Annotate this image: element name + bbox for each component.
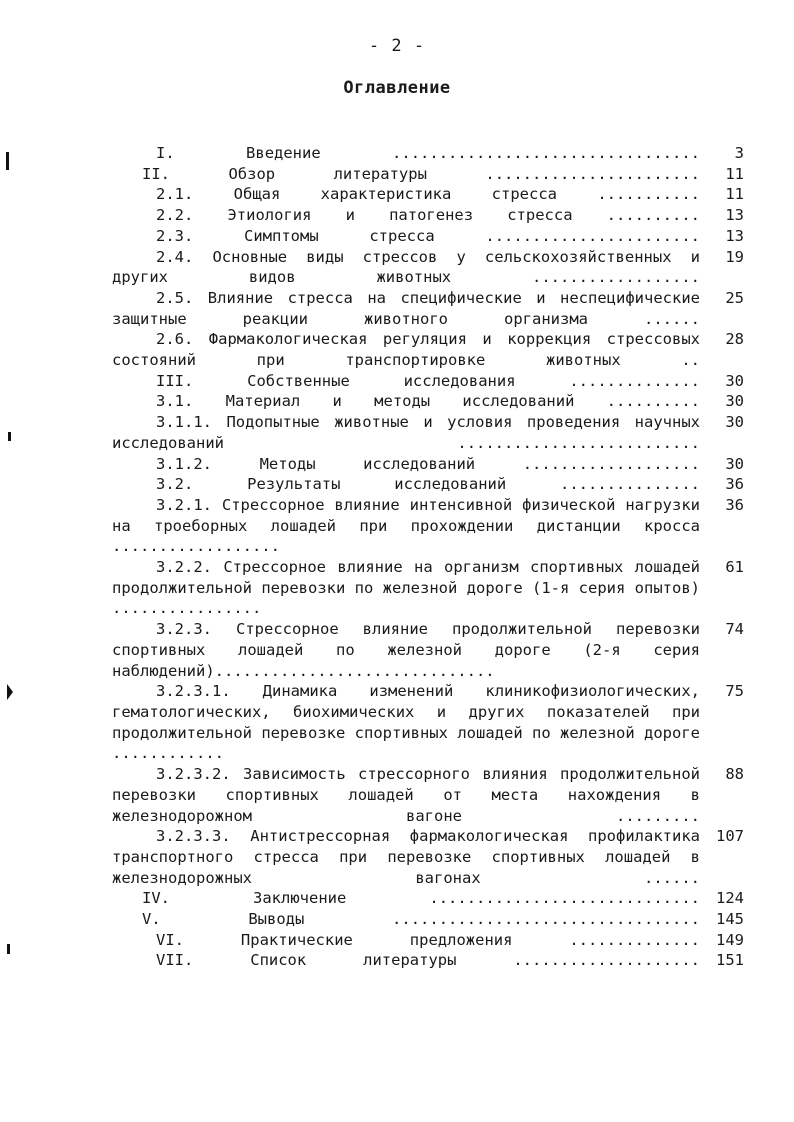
toc-entry-page: 30: [725, 392, 744, 411]
toc-entry-text: V. Выводы .................................: [142, 910, 700, 929]
toc-entry-page: 61: [725, 558, 744, 577]
toc-entry-text: 3.2.1. Стрессорное влияние интенсивной физической нагрузки на троеборных лошадей при прохождении дистанции кросса ..................: [112, 495, 710, 556]
toc-entry[interactable]: [112, 371, 744, 392]
table-of-contents: [112, 143, 744, 971]
toc-entry[interactable]: [112, 557, 744, 619]
toc-entry-text: 2.1. Общая характеристика стресса ...........: [156, 185, 700, 204]
toc-entry-text: 3.1.1. Подопытные животные и условия проведения научных исследований ..........................: [112, 413, 710, 452]
scan-mark: [7, 684, 13, 700]
toc-entry-text: IV. Заключение .............................: [142, 889, 700, 908]
toc-entry-text: 3.1. Материал и методы исследований ..........: [156, 392, 700, 411]
toc-entry-page: 30: [725, 454, 744, 473]
toc-entry[interactable]: [112, 288, 744, 329]
toc-entry-page: 11: [725, 185, 744, 204]
toc-entry[interactable]: [112, 950, 744, 971]
toc-entry-page: 19: [725, 247, 744, 266]
toc-entry-page: 36: [725, 475, 744, 494]
toc-entry-page: 3: [734, 144, 744, 162]
toc-entry-text: 3.2. Результаты исследований ...............: [156, 475, 700, 494]
toc-entry-text: 3.2.3.3. Антистрессорная фармакологическая профилактика транспортного стресса при перевозке спортивных лошадей в железнодорожных вагонах ......: [112, 827, 710, 887]
toc-entry-text: 2.2. Этиология и патогенез стресса ..........: [156, 206, 700, 225]
toc-entry[interactable]: [112, 619, 744, 681]
toc-entry-text: 2.3. Симптомы стресса .......................: [156, 226, 700, 245]
toc-entry[interactable]: [112, 226, 744, 247]
toc-entry-page: 13: [725, 226, 744, 245]
toc-entry-text: I. Введение .................................: [156, 144, 700, 162]
toc-entry-page: 107: [716, 827, 744, 846]
toc-entry[interactable]: [112, 930, 744, 951]
toc-entry-page: 74: [725, 620, 744, 639]
toc-entry-text: VII. Список литературы ....................: [156, 951, 700, 970]
toc-entry-page: 151: [716, 951, 744, 970]
toc-entry[interactable]: [112, 474, 744, 495]
toc-entry-page: 145: [716, 910, 744, 929]
toc-entry-text: 2.6. Фармакологическая регуляция и коррекция стрессовых состояний при транспортировке животных ..: [112, 330, 710, 370]
toc-entry-text: 3.2.3.2. Зависимость стрессорного влияния продолжительной перевозки спортивных лошадей от места нахождения в железнодорожном вагоне .........: [112, 765, 710, 825]
toc-entry-text: 3.1.2. Методы исследований ...................: [156, 454, 700, 473]
toc-entry-text: 2.5. Влияние стресса на специфические и неспецифические защитные реакции животного организма ......: [112, 288, 710, 328]
toc-entry[interactable]: [112, 247, 744, 288]
scan-mark: [7, 944, 10, 954]
toc-entry-text: 3.2.3.1. Динамика изменений клиникофизиологических, гематологических, биохимических и других показателей при продолжительной перевозке спортивных лошадей по железной дороге ............: [112, 682, 710, 763]
toc-entry-text: 3.2.3. Стрессорное влияние продолжительной перевозки спортивных лошадей по железной дороге (2-я серия наблюдений)..............................: [112, 620, 710, 680]
toc-entry[interactable]: [112, 184, 744, 205]
toc-entry-page: 30: [725, 371, 744, 390]
toc-entry[interactable]: [112, 826, 744, 888]
toc-entry-page: 28: [725, 330, 744, 349]
toc-entry-text: VI. Практические предложения ..............: [156, 930, 700, 949]
toc-entry-text: III. Собственные исследования ..............: [156, 371, 700, 390]
toc-entry-page: 75: [725, 682, 744, 701]
scan-mark: [8, 432, 11, 441]
toc-entry[interactable]: [112, 888, 744, 909]
toc-entry[interactable]: [112, 205, 744, 226]
toc-entry[interactable]: [112, 909, 744, 930]
toc-entry-page: 36: [725, 495, 744, 514]
toc-entry-text: 3.2.2. Стрессорное влияние на организм спортивных лошадей продолжительной перевозки по железной дороге (1-я серия опытов) ................: [112, 558, 710, 618]
page-number: - 2 -: [368, 36, 426, 56]
scan-mark: [6, 152, 9, 170]
toc-entry[interactable]: [112, 454, 744, 475]
toc-entry-page: 11: [725, 164, 744, 183]
page-title: Оглавление: [343, 78, 451, 98]
toc-entry-page: 149: [716, 930, 744, 949]
toc-entry[interactable]: [112, 391, 744, 412]
toc-entry[interactable]: [112, 164, 744, 185]
toc-entry[interactable]: [112, 681, 744, 764]
toc-entry-page: 30: [725, 413, 744, 432]
toc-entry-text: 2.4. Основные виды стрессов у сельскохозяйственных и других видов животных ..................: [112, 247, 710, 287]
toc-entry[interactable]: [112, 143, 744, 164]
toc-entry[interactable]: [112, 764, 744, 826]
toc-entry-page: 25: [725, 288, 744, 307]
toc-entry-page: 13: [725, 206, 744, 225]
toc-entry[interactable]: [112, 412, 744, 453]
toc-entry-page: 88: [725, 765, 744, 784]
toc-entry-page: 124: [716, 889, 744, 908]
toc-entry[interactable]: [112, 329, 744, 370]
toc-entry[interactable]: [112, 495, 744, 557]
toc-entry-text: II. Обзор литературы .......................: [142, 164, 700, 183]
